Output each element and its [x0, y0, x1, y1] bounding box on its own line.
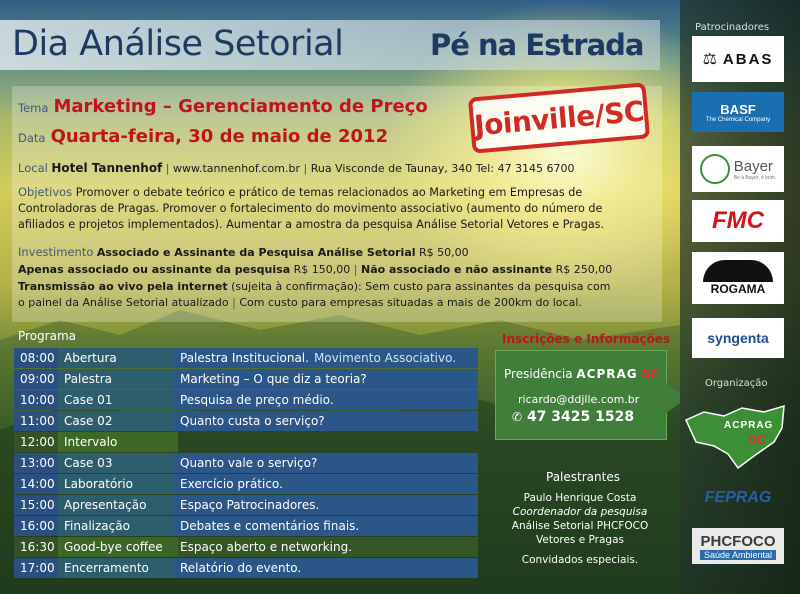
hotel-website[interactable]: www.tannenhof.com.br: [173, 162, 300, 175]
schedule-time: 15:00: [14, 495, 62, 515]
schedule-item: Finalização: [58, 516, 178, 536]
presidencia-label: Presidência: [504, 367, 573, 381]
hotel-address: Rua Visconde de Taunay, 340 Tel: 47 3145 6700: [310, 162, 575, 175]
location-stamp: Joinville/SC: [468, 82, 650, 153]
inscricoes-title: Inscrições e Informações: [502, 332, 671, 346]
schedule-description-main: Palestra Institucional.: [180, 351, 309, 365]
schedule-description-main: Pesquisa de preço médio.: [180, 393, 334, 407]
schedule-description: [174, 474, 478, 494]
schedule-time: 13:00: [14, 453, 62, 473]
transmissao-line-2: o painel da Análise Setorial atualizado | Com custo para empresas situadas a mais de 200km do local.: [18, 296, 582, 309]
palestrantes-title: Palestrantes: [546, 470, 620, 484]
bayer-cross-icon: [700, 154, 730, 184]
tema-label: Tema: [18, 101, 49, 115]
schedule-time: 10:00: [14, 390, 62, 410]
schedule-row: [14, 453, 478, 473]
inv3-price: R$ 250,00: [555, 263, 613, 276]
schedule-row: [14, 411, 478, 431]
schedule-item: Case 01: [58, 390, 178, 410]
schedule-item: Case 02: [58, 411, 178, 431]
objetivos-label: Objetivos: [18, 185, 73, 199]
local-label: Local: [18, 161, 48, 175]
bayer-logo: Bayer Be à Bayer, é bom.: [692, 146, 784, 192]
presidencia-line: [504, 367, 659, 381]
investimento-label: Investimento: [18, 245, 94, 259]
inv2-price: R$ 150,00: [293, 263, 351, 276]
organizacao-title: Organização: [705, 378, 768, 389]
local-line: Local Hotel Tannenhof | www.tannenhof.com.br | Rua Visconde de Taunay, 340 Tel: 47 3145 6700: [18, 161, 575, 175]
objetivos-paragraph: [18, 184, 650, 233]
phcfoco-logo: PHCFOCO Saúde Ambiental: [692, 528, 784, 564]
inv1-price: R$ 50,00: [419, 246, 469, 259]
schedule-row: [14, 369, 478, 389]
speaker-line3: Análise Setorial PHCFOCO: [511, 520, 649, 532]
schedule-item: Good-bye coffee: [58, 537, 178, 557]
schedule-item: Encerramento: [58, 558, 178, 578]
tema-line: [18, 96, 428, 117]
schedule-description-main: Espaço aberto e networking.: [180, 540, 353, 554]
objetivos-text: Promover o debate teórico e prático de temas relacionados ao Marketing em Empresas de Controladoras de Pragas. Promover o fortalecimento do movimento associativo (aumento do número de afiliados e projetos implementados). Aumentar a amostra da pesquisa Análise Setorial Vetores e Pragas.: [18, 186, 605, 231]
data-line: [18, 126, 388, 147]
schedule-time: 12:00: [14, 432, 62, 452]
abas-logo: ⚖ ABAS: [692, 36, 784, 82]
schedule-time: 17:00: [14, 558, 62, 578]
schedule-row: [14, 432, 478, 452]
santa-catarina-map-icon: [684, 398, 788, 470]
contact-phone: [512, 409, 634, 425]
schedule-item: Abertura: [58, 348, 178, 368]
schedule-time: 08:00: [14, 348, 62, 368]
feprag-logo: FEPRAG: [704, 489, 772, 506]
schedule-time: 16:00: [14, 516, 62, 536]
schedule-item: Palestra: [58, 369, 178, 389]
page-subtitle: Pé na Estrada: [430, 28, 644, 62]
speaker-line4: Vetores e Pragas: [536, 534, 624, 546]
schedule-item: Apresentação: [58, 495, 178, 515]
schedule-description-main: Exercício prático.: [180, 477, 283, 491]
data-value: Quarta-feira, 30 de maio de 2012: [50, 126, 389, 147]
schedule-row: [14, 516, 478, 536]
rogama-icon: [703, 260, 773, 282]
schedule-description: [174, 495, 478, 515]
investimento-line: [18, 245, 469, 259]
abas-icon: ⚖: [702, 51, 717, 68]
schedule-description-main: Quanto custa o serviço?: [180, 414, 325, 428]
inv2-text: Apenas associado ou assinante da pesquisa: [18, 263, 291, 276]
schedule-description: [174, 369, 478, 389]
schedule-description: [174, 390, 478, 410]
palestrantes-block: [505, 491, 655, 567]
phone-icon: ✆: [512, 410, 523, 424]
schedule-time: 09:00: [14, 369, 62, 389]
tema-value: Marketing – Gerenciamento de Preço: [53, 96, 428, 117]
schedule-row: [14, 348, 478, 368]
schedule-row: [14, 390, 478, 410]
schedule-description-extra: Movimento Associativo.: [313, 351, 457, 365]
schedule-description: [174, 537, 478, 557]
inv3-text: Não associado e não assinante: [360, 263, 553, 276]
schedule-description-main: Marketing – O que diz a teoria?: [180, 372, 367, 386]
schedule-item: Intervalo: [58, 432, 178, 452]
transmissao-text: (sujeita à confirmação): Sem custo para assinantes da pesquisa com: [231, 280, 611, 293]
transmissao-text-2: o painel da Análise Setorial atualizado: [18, 296, 229, 309]
basf-logo: BASF The Chemical Company: [692, 92, 784, 132]
schedule-description-main: Debates e comentários finais.: [180, 519, 360, 533]
schedule-row: [14, 474, 478, 494]
schedule-description: [174, 558, 478, 578]
contact-email[interactable]: ricardo@ddjlle.com.br: [518, 393, 640, 406]
schedule-row: [14, 537, 478, 557]
schedule-time: 14:00: [14, 474, 62, 494]
hotel-name: Hotel Tannenhof: [51, 161, 163, 175]
schedule-description-main: Quanto vale o serviço?: [180, 456, 318, 470]
inscricoes-box: [495, 350, 667, 440]
schedule-item: Case 03: [58, 453, 178, 473]
sponsors-title: Patrocinadores: [695, 22, 770, 33]
transmissao-label: Transmissão ao vivo pela internet: [18, 280, 228, 293]
schedule-time: 11:00: [14, 411, 62, 431]
sc-label: SC: [641, 367, 659, 381]
schedule-time: 16:30: [14, 537, 62, 557]
schedule-item: Laboratório: [58, 474, 178, 494]
schedule-description: [174, 411, 478, 431]
acprag-logo: ACPRAG SC: [684, 398, 788, 470]
speaker-name: Paulo Henrique Costa: [523, 492, 637, 504]
transmissao-line: [18, 280, 610, 293]
fmc-logo: FMC: [692, 200, 784, 242]
schedule-description: [174, 453, 478, 473]
inv1-text: Associado e Assinante da Pesquisa Análise Setorial: [96, 246, 416, 259]
schedule-description-main: Espaço Patrocinadores.: [180, 498, 320, 512]
speaker-role: Coordenador da pesquisa: [512, 506, 648, 518]
investimento-line-2: Apenas associado ou assinante da pesquisa R$ 150,00 | Não associado e não assinante R$ 250,00: [18, 263, 613, 276]
schedule-description: [174, 516, 478, 536]
acprag-label: ACPRAG: [576, 367, 638, 381]
page-title: Dia Análise Setorial: [12, 24, 344, 64]
programa-title: Programa: [18, 329, 76, 343]
schedule-description: [174, 432, 478, 452]
rogama-logo: ROGAMA: [692, 252, 784, 304]
schedule-row: [14, 558, 478, 578]
transmissao-text-3: Com custo para empresas situadas a mais de 200km do local.: [239, 296, 582, 309]
data-label: Data: [18, 131, 46, 145]
schedule-description: [174, 348, 478, 368]
syngenta-logo: syngenta: [692, 318, 784, 358]
convidados-text: Convidados especiais.: [521, 554, 639, 566]
schedule-description-main: Relatório do evento.: [180, 561, 302, 575]
schedule-row: [14, 495, 478, 515]
phone-number: 47 3425 1528: [526, 409, 635, 425]
